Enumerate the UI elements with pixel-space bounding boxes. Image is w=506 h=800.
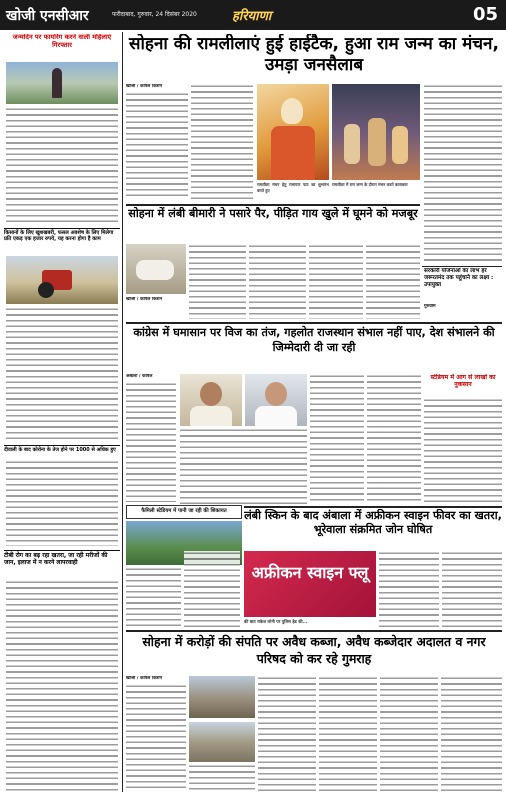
stadium-body xyxy=(424,398,502,504)
page-number: 05 xyxy=(472,4,498,25)
cow-body-col4 xyxy=(309,244,363,319)
congress-headline-box xyxy=(126,325,502,371)
africa-body-col2 xyxy=(184,551,240,627)
tractor-photo xyxy=(6,256,118,304)
story-tb-headline-box xyxy=(4,550,120,578)
lead-body-col5 xyxy=(424,84,502,264)
bottom-body-col5 xyxy=(380,676,438,792)
performer-face xyxy=(281,98,303,124)
story-diwali-headline: दीवाली के बाद कोरोना के तेज होने पर 1000 से अधिक हुए xyxy=(4,447,116,453)
column-divider xyxy=(122,32,123,792)
congress-headline: कांग्रेस में घमासान पर विज का तंज, गहलोत राजस्थान संभाल नहीं पाए, देश संभालने की जिम्मेदारी दी जा रही xyxy=(133,326,495,354)
story-kisan-headline: किसानों के लिए खुशखबरी, फसल अवशेष के लिए मिलेगा प्रति एकड़ एक हजार रुपये, यह करना होगा है काम xyxy=(4,230,114,242)
africa-body-col3 xyxy=(379,551,439,627)
gehlot-face xyxy=(265,382,287,406)
stadium-headline-box xyxy=(424,374,502,396)
sarkari-byline: गुरुग्राम xyxy=(424,304,436,309)
property-photo-1 xyxy=(189,676,255,718)
lead-headline: सोहना की रामलीलाएं हुई हाईटैक, हुआ राम जन्म का मंचन, उमड़ा जनसैलाब xyxy=(129,34,499,75)
congress-rule xyxy=(126,322,502,324)
ramleela-caption-2: रामलीला में राम जन्म के दौरान मंचन करते कलाकार xyxy=(332,182,408,187)
story-tb-body xyxy=(6,580,118,792)
tractor-wheel xyxy=(38,282,54,298)
story-firing-headline: जन्मदिन पर फायरिंग करने वाली महिलाएं गिरफ्तार xyxy=(12,34,112,49)
firing-photo xyxy=(6,62,118,104)
actor-2 xyxy=(368,118,386,166)
property-photo-2 xyxy=(189,722,255,762)
bottom-headline-box xyxy=(126,633,502,673)
section-title: हरियाणा xyxy=(232,9,272,24)
family-stadium-head: फैमिली स्टेडियम में पानी जा रही की शिकायत xyxy=(141,508,227,514)
cow-byline: खोजी / कपिल किशन xyxy=(126,297,163,302)
sarkari-headline: सरकारी योजनाओं का लाभ हर जरूरतमंद तक पहुंचाने का लक्ष्य : उपायुक्त xyxy=(424,268,494,288)
africa-headline-box xyxy=(244,509,502,549)
ramleela-caption-1: रामलीला मंचन हेतु रामायण पाठ का शुभारंभ करते हुए xyxy=(257,182,329,193)
lead-byline: खोजी / कपिल किशन xyxy=(126,84,163,89)
africa-body-col4 xyxy=(442,551,502,627)
cow-body-col2 xyxy=(189,244,246,319)
congress-body-col4 xyxy=(367,374,421,504)
bottom-body-col3 xyxy=(258,676,316,792)
bottom-body-col6 xyxy=(441,676,502,792)
story-diwali-headline-box xyxy=(4,445,120,459)
bottom-rule xyxy=(126,630,502,632)
ramleela-photo-2 xyxy=(332,84,420,180)
sarkari-headline-box xyxy=(424,268,502,302)
bottom-byline: खोजी / कपिल किशन xyxy=(126,676,163,681)
newspaper-name: खोजी एनसीआर xyxy=(6,8,89,24)
sarkari-body xyxy=(424,304,502,319)
bottom-body-col4 xyxy=(319,676,377,792)
issue-date: फरीदाबाद, गुरुवार, 24 दिसंबर 2020 xyxy=(112,11,197,18)
story-diwali-body xyxy=(6,460,118,546)
vij-kurta xyxy=(190,406,232,426)
story-firing-headline-box xyxy=(4,34,120,62)
cow-shape xyxy=(136,260,174,280)
congress-body-col3 xyxy=(310,374,364,504)
africa-body-col1 xyxy=(126,567,181,627)
person-silhouette xyxy=(52,68,62,98)
gehlot-kurta xyxy=(255,406,297,426)
cow-body-col5 xyxy=(366,244,420,319)
masthead xyxy=(0,0,506,30)
africa-rule xyxy=(244,506,502,508)
vij-face xyxy=(200,382,222,406)
swine-flu-graphic xyxy=(244,551,376,617)
actor-3 xyxy=(392,126,408,164)
africa-caption: की बात राकेश लोनी पर पुलिस हेड की... xyxy=(244,619,308,624)
bottom-body-col1 xyxy=(126,676,186,792)
congress-body-col1 xyxy=(126,374,176,504)
cow-headline-box xyxy=(126,207,420,241)
story-kisan-headline-box xyxy=(4,228,120,254)
africa-headline: लंबी स्किन के बाद अंबाला में अफ्रीकन स्वाइन फीवर का खतरा, भूरेवाला संक्रमित जोन घोषित xyxy=(244,509,502,536)
cow-rule xyxy=(126,204,420,206)
cow-body-col3 xyxy=(249,244,306,319)
cow-headline: सोहना में लंबी बीमारी ने पसारे पैर, पीड़ित गाय खुले में घूमने को मजबूर xyxy=(128,207,418,220)
story-tb-headline: टीबी रोग का बढ़ रहा खतरा, जा रही मरीजों की जान, इलाज में न करने लापरवाही xyxy=(4,552,108,566)
cow-photo xyxy=(126,244,186,294)
lead-body-col1 xyxy=(126,84,188,200)
lead-headline-box xyxy=(126,34,502,82)
stadium-headline: स्टेडियम में आग से लाखों का नुकसान xyxy=(430,374,496,389)
ramleela-photo-1 xyxy=(257,84,329,180)
actor-1 xyxy=(344,124,360,164)
story-firing-body xyxy=(6,107,118,225)
lead-body-col2 xyxy=(191,84,253,200)
cow-body-col1b xyxy=(126,297,186,319)
story-kisan-body xyxy=(6,307,118,442)
family-stadium-box xyxy=(126,505,242,519)
congress-body-col2 xyxy=(180,428,307,504)
gehlot-photo xyxy=(245,374,307,426)
vij-photo xyxy=(180,374,242,426)
bottom-body-col2 xyxy=(189,764,255,792)
performer-costume xyxy=(271,126,315,180)
bottom-headline: सोहना में करोड़ों की संपति पर अवैध कब्जा, अवैध कब्जेदार अदालत व नगर परिषद को कर रहे गुमराह xyxy=(142,634,486,666)
sarkari-rule-top xyxy=(422,266,502,267)
congress-byline: अंबाला / कपिल xyxy=(126,374,153,379)
swine-flu-graphic-text: अफ्रीकन स्वाइन फ्लू xyxy=(251,563,369,582)
